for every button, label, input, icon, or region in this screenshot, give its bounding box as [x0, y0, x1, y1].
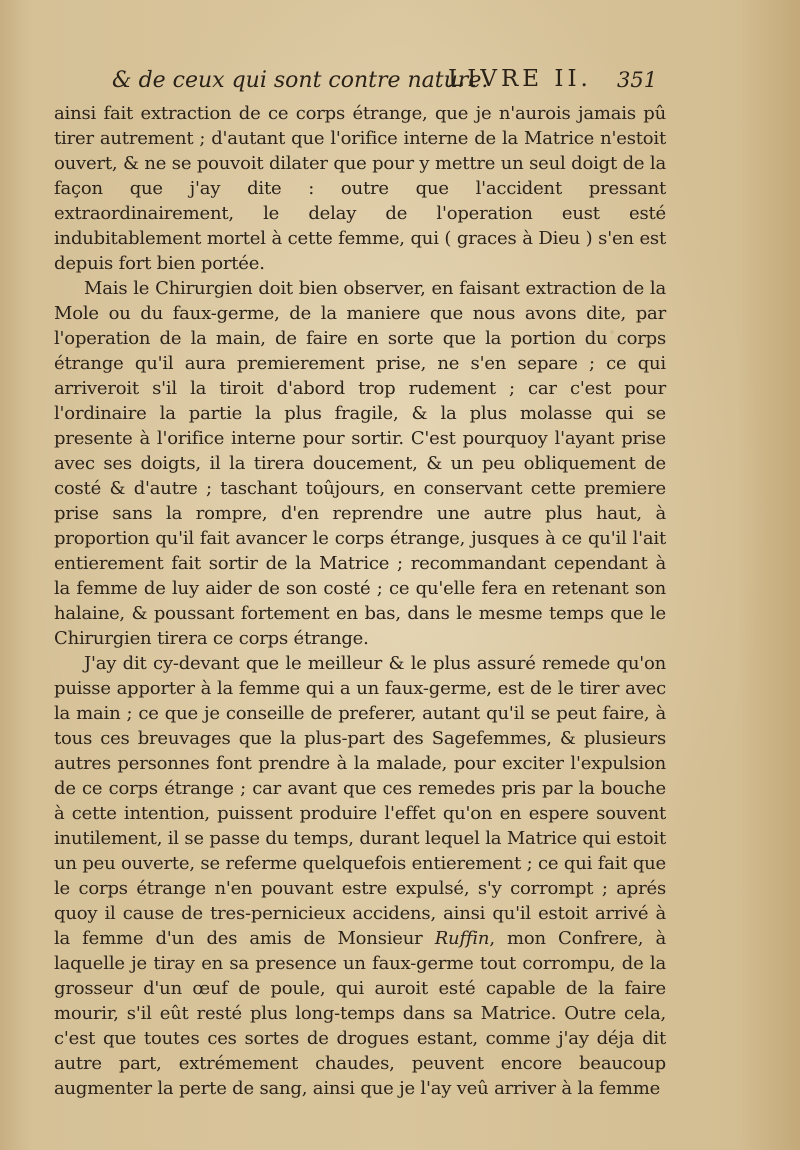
- book-number: LIVRE II.: [448, 66, 592, 92]
- paragraph-2: Mais le Chirurgien doit bien observer, en faisant extraction de la Mole ou du faux-germe, de la maniere que nous avons dite, par l'operation de la main, de faire en sorte que la portion du corps étrange qu'il aura premierement prise, ne s'en separe ; ce qui arriveroit s'il la tiroit d'abord trop rudement ; car c'est pour l'ordinaire la partie la plus fragile, & la plus molasse qui se presente à l'orifice interne pour sortir. C'est pourquoy l'ayant prise avec ses doigts, il la tirera doucement, & un peu obliquement de costé & d'autre ; taschant toûjours, en conservant cette premiere prise sans la rompre, d'en reprendre une autre plus haut, à proportion qu'il fait avancer le corps étrange, jusques à ce qu'il l'ait entierement fait sortir de la Matrice ; recommandant cependant à la femme de luy aider de son costé ; ce qu'elle fera en retenant son halaine, & poussant fortement en bas, dans le mesme temps que le Chirurgien tirera ce corps étrange.: [54, 278, 666, 649]
- paragraph-1: ainsi fait extraction de ce corps étrange, que je n'aurois jamais pû tirer autrement ; d'autant que l'orifice interne de la Matrice n'estoit ouvert, & ne se pouvoit dilater que pour y mettre un seul doigt de la façon que j'ay dite : outre que l'accident pressant extraordinairement, le delay de l'operation eust esté indubitablement mortel à cette femme, qui ( graces à Dieu ) s'en est depuis fort bien portée.: [54, 103, 666, 274]
- running-title: & de ceux qui sont contre nature.: [112, 68, 489, 93]
- body-text: [54, 101, 666, 1101]
- paragraph-3: [54, 651, 666, 1101]
- running-header: [112, 60, 672, 100]
- page-number: 351: [617, 68, 658, 92]
- paragraph-3-text-start: J'ay dit cy-devant que le meilleur & le plus assuré remede qu'on puisse apporter à la femme qui a un faux-germe, est de le tirer avec la main ; ce que je conseille de preferer, autant qu'il se peut faire, à tous ces breuvages que la plus-part des Sagefemmes, & plusieurs autres personnes font prendre à la malade, pour exciter l'expulsion de ce corps étrange ; car avant que ces remedes pris par la bouche à cette intention, puissent produire l'effet qu'on en espere souvent inutilement, il se passe du temps, durant lequel la Matrice qui estoit un peu ouverte, se referme quelquefois entierement ; ce qui fait que le corps étrange n'en pouvant estre expulsé, s'y corrompt ; aprés quoy il cause de tres-pernicieux accidens, ainsi qu'il estoit arrivé à la femme d'un des amis de Monsieur: [54, 653, 666, 949]
- paragraph-3-text-end: , mon Confrere, à laquelle je tiray en sa presence un faux-germe tout corrompu, de la grosseur d'un œuf de poule, qui auroit esté capable de la faire mourir, s'il eût resté plus long-temps dans sa Matrice. Outre cela, c'est que toutes ces sortes de drogues estant, comme j'ay déja dit autre part, extrémement chaudes, peuvent encore beaucoup augmenter la perte de sang, ainsi que je l'ay veû arriver à la femme: [54, 928, 666, 1099]
- person-name: Ruffin: [434, 928, 490, 949]
